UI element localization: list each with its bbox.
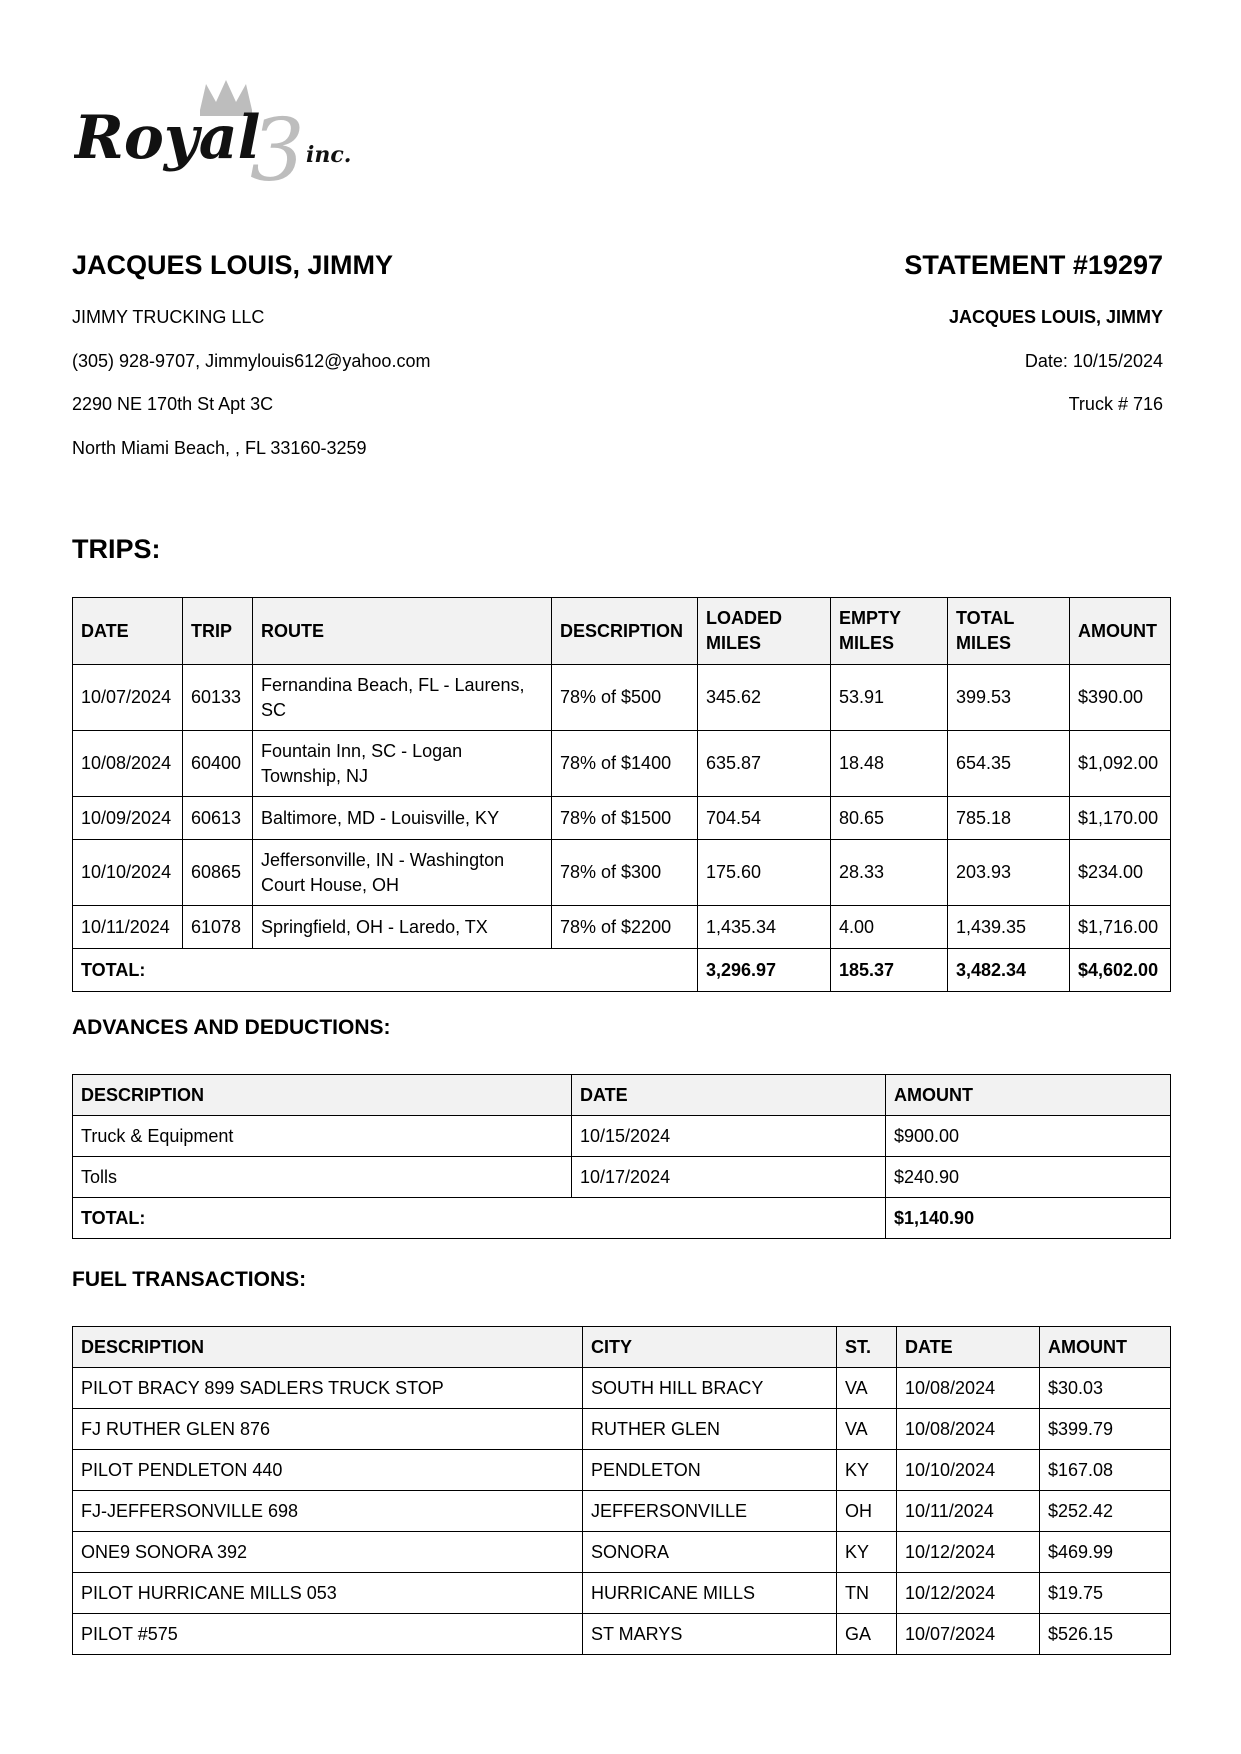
fuel-amount: $19.75 <box>1040 1573 1171 1614</box>
fuel-col-date: DATE <box>897 1327 1040 1368</box>
trip-route: Fernandina Beach, FL - Laurens, SC <box>253 665 552 731</box>
fuel-state: OH <box>837 1491 897 1532</box>
statement-truck: Truck # 716 <box>1068 394 1163 414</box>
advance-description: Truck & Equipment <box>73 1116 572 1157</box>
trip-number: 60133 <box>183 665 253 731</box>
trip-loaded-miles: 1,435.34 <box>698 906 831 949</box>
trips-col-loaded-miles: LOADED MILES <box>698 598 831 665</box>
fuel-amount: $252.42 <box>1040 1491 1171 1532</box>
trip-number: 61078 <box>183 906 253 949</box>
trips-table <box>72 597 1171 992</box>
fuel-description: PILOT HURRICANE MILLS 053 <box>73 1573 583 1614</box>
advances-total-label: TOTAL: <box>73 1198 886 1239</box>
fuel-amount: $469.99 <box>1040 1532 1171 1573</box>
svg-text:3: 3 <box>250 101 305 196</box>
fuel-state: TN <box>837 1573 897 1614</box>
trip-amount: $1,716.00 <box>1070 906 1171 949</box>
advance-date: 10/17/2024 <box>572 1157 886 1198</box>
trips-heading: TRIPS: <box>72 534 161 564</box>
trip-total-miles: 1,439.35 <box>948 906 1070 949</box>
svg-text:Royal: Royal <box>74 103 261 173</box>
fuel-city: PENDLETON <box>583 1450 837 1491</box>
table-row <box>73 1532 1171 1573</box>
trip-description: 78% of $300 <box>552 840 698 906</box>
trips-col-amount: AMOUNT <box>1070 598 1171 665</box>
trips-total-empty: 185.37 <box>831 949 948 992</box>
advances-total-row <box>73 1198 1171 1239</box>
fuel-heading: FUEL TRANSACTIONS: <box>72 1268 307 1291</box>
driver-contact: (305) 928-9707, Jimmylouis612@yahoo.com <box>72 351 431 371</box>
table-row <box>73 1614 1171 1655</box>
fuel-date: 10/12/2024 <box>897 1573 1040 1614</box>
trips-col-route: ROUTE <box>253 598 552 665</box>
table-row <box>73 1450 1171 1491</box>
trip-date: 10/08/2024 <box>73 731 183 797</box>
table-row <box>73 1491 1171 1532</box>
driver-address-line1: 2290 NE 170th St Apt 3C <box>72 394 274 414</box>
advances-header-row <box>73 1075 1171 1116</box>
trip-description: 78% of $500 <box>552 665 698 731</box>
trips-total-amount: $4,602.00 <box>1070 949 1171 992</box>
trip-description: 78% of $1400 <box>552 731 698 797</box>
fuel-amount: $30.03 <box>1040 1368 1171 1409</box>
fuel-date: 10/11/2024 <box>897 1491 1040 1532</box>
fuel-col-description: DESCRIPTION <box>73 1327 583 1368</box>
trip-empty-miles: 53.91 <box>831 665 948 731</box>
table-row <box>73 665 1171 731</box>
trips-total-label: TOTAL: <box>73 949 698 992</box>
trips-total-row <box>73 949 1171 992</box>
trip-empty-miles: 80.65 <box>831 797 948 840</box>
driver-name-heading: JACQUES LOUIS, JIMMY <box>72 250 394 280</box>
trip-empty-miles: 4.00 <box>831 906 948 949</box>
trip-route: Fountain Inn, SC - Logan Township, NJ <box>253 731 552 797</box>
fuel-description: PILOT BRACY 899 SADLERS TRUCK STOP <box>73 1368 583 1409</box>
trip-loaded-miles: 704.54 <box>698 797 831 840</box>
fuel-state: VA <box>837 1368 897 1409</box>
fuel-description: FJ-JEFFERSONVILLE 698 <box>73 1491 583 1532</box>
advance-amount: $900.00 <box>886 1116 1171 1157</box>
statement-date: Date: 10/15/2024 <box>1024 351 1163 371</box>
table-row <box>73 731 1171 797</box>
fuel-amount: $167.08 <box>1040 1450 1171 1491</box>
fuel-date: 10/07/2024 <box>897 1614 1040 1655</box>
driver-company: JIMMY TRUCKING LLC <box>72 307 265 327</box>
advances-col-date: DATE <box>572 1075 886 1116</box>
trip-date: 10/07/2024 <box>73 665 183 731</box>
trips-col-description: DESCRIPTION <box>552 598 698 665</box>
fuel-col-amount: AMOUNT <box>1040 1327 1171 1368</box>
trips-col-total-miles: TOTAL MILES <box>948 598 1070 665</box>
fuel-state: GA <box>837 1614 897 1655</box>
fuel-date: 10/10/2024 <box>897 1450 1040 1491</box>
trip-date: 10/11/2024 <box>73 906 183 949</box>
trip-total-miles: 785.18 <box>948 797 1070 840</box>
fuel-city: RUTHER GLEN <box>583 1409 837 1450</box>
trip-amount: $234.00 <box>1070 840 1171 906</box>
trip-route: Springfield, OH - Laredo, TX <box>253 906 552 949</box>
fuel-amount: $399.79 <box>1040 1409 1171 1450</box>
table-row <box>73 1409 1171 1450</box>
fuel-date: 10/08/2024 <box>897 1368 1040 1409</box>
trips-col-trip: TRIP <box>183 598 253 665</box>
advance-date: 10/15/2024 <box>572 1116 886 1157</box>
trip-date: 10/09/2024 <box>73 797 183 840</box>
trip-loaded-miles: 175.60 <box>698 840 831 906</box>
trip-date: 10/10/2024 <box>73 840 183 906</box>
trip-empty-miles: 18.48 <box>831 731 948 797</box>
trip-total-miles: 203.93 <box>948 840 1070 906</box>
fuel-table <box>72 1326 1171 1655</box>
trip-number: 60400 <box>183 731 253 797</box>
table-row <box>73 1368 1171 1409</box>
table-row <box>73 1116 1171 1157</box>
trip-description: 78% of $1500 <box>552 797 698 840</box>
svg-text:inc.: inc. <box>306 142 352 168</box>
trip-number: 60865 <box>183 840 253 906</box>
advances-heading: ADVANCES AND DEDUCTIONS: <box>72 1016 391 1039</box>
trips-col-empty-miles: EMPTY MILES <box>831 598 948 665</box>
statement-driver-name: JACQUES LOUIS, JIMMY <box>948 307 1163 327</box>
trips-col-date: DATE <box>73 598 183 665</box>
advances-col-amount: AMOUNT <box>886 1075 1171 1116</box>
statement-number-heading: STATEMENT #19297 <box>904 250 1163 280</box>
fuel-city: JEFFERSONVILLE <box>583 1491 837 1532</box>
fuel-state: VA <box>837 1409 897 1450</box>
trips-total-miles: 3,482.34 <box>948 949 1070 992</box>
driver-address-line2: North Miami Beach, , FL 33160-3259 <box>72 438 367 458</box>
fuel-state: KY <box>837 1450 897 1491</box>
fuel-header-row <box>73 1327 1171 1368</box>
trip-route: Jeffersonville, IN - Washington Court House, OH <box>253 840 552 906</box>
trip-amount: $1,170.00 <box>1070 797 1171 840</box>
royal-3-logo <box>74 76 394 196</box>
fuel-date: 10/12/2024 <box>897 1532 1040 1573</box>
table-row <box>73 797 1171 840</box>
fuel-amount: $526.15 <box>1040 1614 1171 1655</box>
fuel-city: SONORA <box>583 1532 837 1573</box>
fuel-city: ST MARYS <box>583 1614 837 1655</box>
advances-total-amount: $1,140.90 <box>886 1198 1171 1239</box>
table-row <box>73 1573 1171 1614</box>
advance-amount: $240.90 <box>886 1157 1171 1198</box>
trip-amount: $390.00 <box>1070 665 1171 731</box>
table-row <box>73 840 1171 906</box>
advance-description: Tolls <box>73 1157 572 1198</box>
fuel-description: PILOT PENDLETON 440 <box>73 1450 583 1491</box>
trip-total-miles: 399.53 <box>948 665 1070 731</box>
trip-route: Baltimore, MD - Louisville, KY <box>253 797 552 840</box>
trip-description: 78% of $2200 <box>552 906 698 949</box>
fuel-col-state: ST. <box>837 1327 897 1368</box>
fuel-city: HURRICANE MILLS <box>583 1573 837 1614</box>
trip-empty-miles: 28.33 <box>831 840 948 906</box>
fuel-date: 10/08/2024 <box>897 1409 1040 1450</box>
fuel-description: ONE9 SONORA 392 <box>73 1532 583 1573</box>
advances-table <box>72 1074 1171 1239</box>
trip-loaded-miles: 635.87 <box>698 731 831 797</box>
table-row <box>73 906 1171 949</box>
trips-total-loaded: 3,296.97 <box>698 949 831 992</box>
trip-loaded-miles: 345.62 <box>698 665 831 731</box>
table-row <box>73 1157 1171 1198</box>
fuel-description: FJ RUTHER GLEN 876 <box>73 1409 583 1450</box>
trip-total-miles: 654.35 <box>948 731 1070 797</box>
fuel-col-city: CITY <box>583 1327 837 1368</box>
trip-number: 60613 <box>183 797 253 840</box>
advances-col-description: DESCRIPTION <box>73 1075 572 1116</box>
trips-header-row <box>73 598 1171 665</box>
trip-amount: $1,092.00 <box>1070 731 1171 797</box>
fuel-description: PILOT #575 <box>73 1614 583 1655</box>
fuel-state: KY <box>837 1532 897 1573</box>
fuel-city: SOUTH HILL BRACY <box>583 1368 837 1409</box>
